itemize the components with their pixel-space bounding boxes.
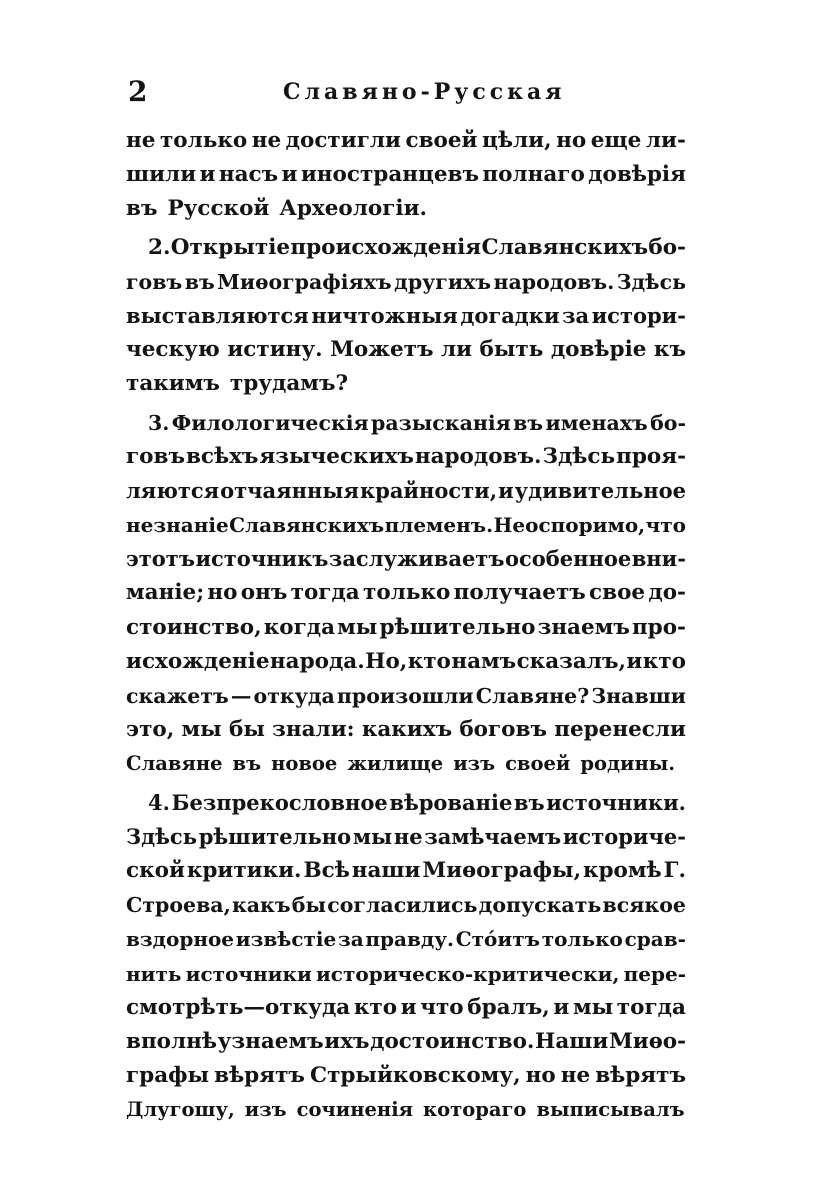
word: узнаемъ bbox=[217, 1028, 324, 1054]
word: извѣстіе bbox=[235, 927, 337, 952]
text-line bbox=[126, 854, 686, 888]
word: ничтожныя bbox=[311, 302, 458, 328]
word: историческо-критически, bbox=[315, 961, 620, 986]
word: Славянскихъ bbox=[229, 513, 385, 538]
word: правду. bbox=[365, 927, 454, 952]
word: маніе; bbox=[126, 580, 205, 606]
running-head bbox=[128, 72, 708, 112]
text-line bbox=[126, 991, 686, 1025]
text-line bbox=[126, 611, 686, 645]
word: Миѳографы, bbox=[422, 857, 582, 883]
word: откуда bbox=[253, 684, 335, 708]
word: Здѣсь bbox=[616, 269, 686, 294]
word: 3. bbox=[148, 410, 170, 435]
word: Стóитъ bbox=[455, 927, 540, 952]
word: за bbox=[337, 927, 364, 952]
word: и bbox=[281, 162, 298, 188]
word: племенъ. bbox=[384, 513, 494, 538]
word: пере- bbox=[623, 961, 686, 986]
word: кромѣ bbox=[582, 857, 662, 883]
word: стоинство, bbox=[126, 614, 262, 640]
word: ихъ bbox=[324, 1028, 370, 1054]
word: говъ bbox=[126, 269, 183, 294]
word: и bbox=[553, 994, 570, 1020]
page-number: 2 bbox=[128, 75, 148, 108]
text-line bbox=[126, 786, 686, 820]
word: быть bbox=[479, 337, 544, 363]
word: не bbox=[560, 1063, 591, 1089]
word: только bbox=[159, 128, 248, 153]
word: что bbox=[645, 513, 686, 538]
word: полнаго bbox=[482, 162, 585, 188]
word: мы bbox=[181, 717, 222, 743]
word: — bbox=[230, 684, 252, 708]
word: бы bbox=[291, 893, 327, 918]
word: бо- bbox=[650, 410, 686, 435]
word: Г. bbox=[663, 857, 686, 883]
word: жилище bbox=[347, 752, 444, 776]
word: критики. bbox=[186, 857, 302, 883]
word: исхожденіе bbox=[126, 648, 270, 674]
word: проя- bbox=[616, 443, 686, 469]
word: бо- bbox=[648, 234, 686, 260]
word: не bbox=[251, 128, 282, 153]
word: родины. bbox=[580, 752, 676, 776]
word: трудамъ? bbox=[229, 371, 349, 397]
word: происхожденія bbox=[290, 234, 482, 260]
word: Миѳо- bbox=[608, 1028, 686, 1054]
word: всѣхъ bbox=[185, 443, 259, 469]
word: шили bbox=[126, 162, 197, 188]
text-line bbox=[126, 679, 686, 713]
word: вѣрятъ bbox=[595, 1063, 686, 1089]
word: тогда bbox=[290, 580, 360, 606]
word: достигли bbox=[285, 128, 401, 153]
text-line bbox=[126, 922, 686, 956]
word: согласились bbox=[327, 893, 478, 918]
body-text bbox=[126, 124, 686, 1127]
word: ческую bbox=[126, 337, 220, 363]
word: изъ bbox=[244, 1098, 287, 1122]
word: Но, bbox=[365, 648, 408, 674]
word: новое bbox=[271, 752, 338, 776]
word: народа. bbox=[269, 648, 365, 674]
text-line bbox=[126, 299, 686, 333]
text-line bbox=[126, 508, 686, 542]
word: и bbox=[626, 648, 643, 674]
word: Стрыйковскому, bbox=[309, 1063, 521, 1089]
word: боговъ bbox=[459, 717, 547, 743]
text-line bbox=[126, 474, 686, 508]
word: къ bbox=[653, 337, 686, 363]
word: графы bbox=[126, 1063, 210, 1089]
word: выставляются bbox=[126, 302, 309, 328]
word: ской bbox=[126, 857, 185, 883]
word: историче- bbox=[562, 823, 686, 849]
word: говъ bbox=[126, 443, 185, 469]
word: истину. bbox=[227, 337, 323, 363]
text-line bbox=[126, 1059, 686, 1093]
word: Знавши bbox=[591, 684, 686, 708]
word: Здѣсь bbox=[126, 823, 197, 849]
word: заслуживаетъ bbox=[328, 546, 505, 572]
word: замѣчаемъ bbox=[424, 823, 562, 849]
word: онъ bbox=[240, 580, 288, 606]
text-line bbox=[126, 820, 686, 854]
word: но bbox=[556, 128, 587, 153]
word: Строева, bbox=[126, 893, 231, 918]
word: Длугошу, bbox=[126, 1098, 235, 1122]
word: и bbox=[199, 162, 216, 188]
word: допускать bbox=[478, 893, 602, 918]
word: незнаніе bbox=[126, 513, 229, 538]
word: до- bbox=[648, 580, 686, 606]
text-line bbox=[126, 888, 686, 922]
word: получаетъ bbox=[453, 580, 586, 606]
text-line bbox=[126, 542, 686, 576]
word: вни- bbox=[631, 546, 686, 572]
word: рѣшительно bbox=[379, 614, 536, 640]
word: въ bbox=[184, 269, 215, 294]
word: бралъ, bbox=[467, 994, 550, 1020]
word: котораго bbox=[423, 1098, 527, 1122]
word: бы bbox=[228, 717, 265, 743]
word: 4. bbox=[148, 789, 170, 815]
text-line bbox=[126, 192, 686, 226]
word: такимъ bbox=[126, 371, 220, 397]
word: своей bbox=[405, 128, 478, 153]
word: сказалъ, bbox=[516, 648, 626, 674]
word: рѣшительно bbox=[198, 823, 352, 849]
word: разысканія bbox=[371, 410, 511, 435]
text-line bbox=[126, 406, 686, 440]
word: ли bbox=[440, 337, 473, 363]
word: но bbox=[525, 1063, 556, 1089]
word: сочиненія bbox=[296, 1098, 414, 1122]
word: скажетъ bbox=[126, 684, 229, 708]
text-line bbox=[126, 576, 686, 610]
word: только bbox=[363, 580, 451, 606]
word: удивительное bbox=[514, 477, 686, 503]
word: ляются bbox=[126, 477, 220, 503]
word: источники bbox=[185, 961, 312, 986]
word: источники. bbox=[546, 789, 686, 815]
text-line bbox=[126, 440, 686, 474]
word: въ bbox=[232, 752, 262, 776]
word: только bbox=[541, 927, 623, 952]
text-line bbox=[126, 957, 686, 991]
word: другихъ bbox=[394, 269, 491, 294]
word: именахъ bbox=[545, 410, 648, 435]
word: Открытіе bbox=[170, 234, 291, 260]
word: Миѳографіяхъ bbox=[217, 269, 392, 294]
word: истори- bbox=[591, 302, 686, 328]
word: нить bbox=[126, 961, 182, 986]
word: народовъ. bbox=[414, 443, 542, 469]
word: этотъ bbox=[126, 546, 195, 572]
word: вѣрятъ bbox=[214, 1063, 305, 1089]
text-line bbox=[126, 645, 686, 679]
word: Славянскихъ bbox=[481, 234, 649, 260]
word: довѣріе bbox=[550, 337, 647, 363]
word: Наши bbox=[535, 1028, 609, 1054]
word: Неоспоримо, bbox=[493, 513, 646, 538]
word: всякое bbox=[602, 893, 686, 918]
word: Филологическія bbox=[171, 410, 369, 435]
word: кто bbox=[642, 648, 686, 674]
word: какихъ bbox=[361, 717, 453, 743]
text-line bbox=[126, 367, 686, 401]
text-line bbox=[126, 265, 686, 299]
word: какъ bbox=[231, 893, 291, 918]
word: смотрѣть—откуда bbox=[126, 994, 351, 1020]
word: насъ bbox=[218, 162, 279, 188]
text-line bbox=[126, 1093, 686, 1127]
word: и bbox=[400, 994, 417, 1020]
text-line bbox=[126, 713, 686, 747]
text-line bbox=[126, 1025, 686, 1059]
word: Безпрекословное bbox=[171, 789, 388, 815]
word: вѣрованіе bbox=[389, 789, 513, 815]
word: Археологіи. bbox=[279, 196, 428, 222]
word: знали: bbox=[272, 717, 355, 743]
word: Можетъ bbox=[330, 337, 434, 363]
text-line bbox=[126, 158, 686, 192]
word: еще bbox=[590, 128, 642, 153]
word: источникъ bbox=[195, 546, 329, 572]
word: за bbox=[562, 302, 590, 328]
word: наши bbox=[351, 857, 421, 883]
word: знаемъ bbox=[537, 614, 630, 640]
word: языческихъ bbox=[259, 443, 414, 469]
word: ли- bbox=[645, 128, 686, 153]
word: Русской bbox=[167, 196, 270, 222]
word: не bbox=[126, 128, 156, 153]
word: тогда bbox=[616, 994, 686, 1020]
word: мы bbox=[572, 994, 614, 1020]
word: достоинство. bbox=[370, 1028, 535, 1054]
word: иностранцевъ bbox=[300, 162, 479, 188]
word: Славяне bbox=[126, 752, 223, 776]
word: въ bbox=[513, 410, 544, 435]
word: что bbox=[420, 994, 464, 1020]
word: Славяне? bbox=[475, 684, 590, 708]
word: догадки bbox=[460, 302, 560, 328]
word: вздорное bbox=[126, 927, 235, 952]
word: перенесли bbox=[554, 717, 686, 743]
word: въ bbox=[126, 196, 158, 222]
word: мы bbox=[337, 614, 378, 640]
word: Всѣ bbox=[303, 857, 350, 883]
word: въ bbox=[513, 789, 545, 815]
word: это, bbox=[126, 717, 175, 743]
word: 2. bbox=[148, 234, 171, 260]
word: отчаянныя bbox=[220, 477, 359, 503]
word: Здѣсь bbox=[542, 443, 616, 469]
word: выписывалъ bbox=[536, 1098, 685, 1122]
text-line bbox=[126, 231, 686, 265]
word: мы bbox=[352, 823, 393, 849]
text-line bbox=[126, 747, 686, 781]
word: срав- bbox=[624, 927, 686, 952]
word: народовъ. bbox=[493, 269, 615, 294]
word: кто bbox=[407, 648, 451, 674]
text-line bbox=[126, 333, 686, 367]
word: и bbox=[498, 477, 514, 503]
word: изъ bbox=[453, 752, 496, 776]
word: но bbox=[207, 580, 238, 606]
word: кто bbox=[353, 994, 398, 1020]
word: вполнѣ bbox=[126, 1028, 218, 1054]
running-title: Славяно-Русская bbox=[283, 79, 566, 105]
word: особенное bbox=[504, 546, 632, 572]
word: своей bbox=[505, 752, 571, 776]
word: произошли bbox=[336, 684, 474, 708]
word: не bbox=[393, 823, 423, 849]
word: намъ bbox=[451, 648, 517, 674]
word: когда bbox=[263, 614, 336, 640]
word: крайности, bbox=[359, 477, 498, 503]
word: про- bbox=[631, 614, 686, 640]
word: цѣли, bbox=[482, 128, 552, 153]
word: довѣрія bbox=[588, 162, 686, 188]
word: свое bbox=[589, 580, 646, 606]
text-line bbox=[126, 124, 686, 158]
